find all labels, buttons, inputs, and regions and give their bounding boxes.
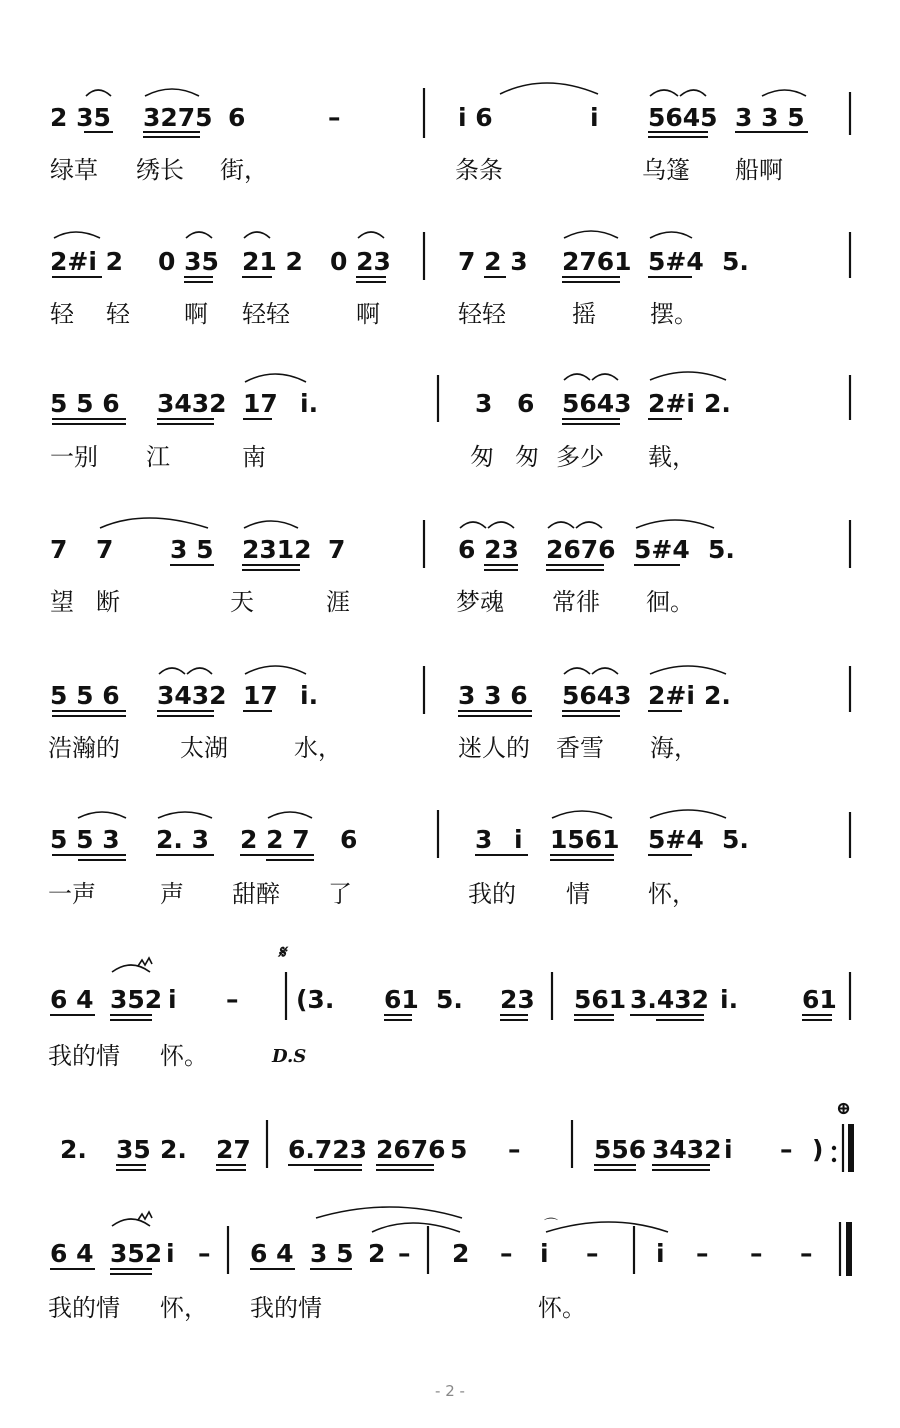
note-group: 2#i xyxy=(648,389,695,418)
lyric: 轻 xyxy=(50,300,74,328)
note-group: – xyxy=(780,1135,793,1164)
note-group: – xyxy=(500,1239,513,1268)
note-group: – xyxy=(696,1239,709,1268)
system-1 xyxy=(50,83,850,184)
lyric: 啊 xyxy=(184,300,208,328)
lyric: 江 xyxy=(146,443,170,471)
lyric: 轻 xyxy=(106,300,130,328)
lyric: 轻轻 xyxy=(242,300,290,328)
note-group: 35 xyxy=(116,1135,151,1164)
system-4 xyxy=(50,518,850,616)
lyric: 摇 xyxy=(572,300,596,328)
note-group: 3432 xyxy=(652,1135,722,1164)
note-group: 3.432 xyxy=(630,985,710,1014)
note-group: 5645 xyxy=(648,103,718,132)
note-group: 5. xyxy=(436,985,463,1014)
lyric: 啊 xyxy=(356,300,380,328)
lyric: 船啊 xyxy=(735,156,783,184)
note-group: i xyxy=(656,1239,665,1268)
note-group: 3432 xyxy=(157,681,227,710)
lyric: 我的情 xyxy=(48,1042,120,1070)
note-group: 7 xyxy=(328,535,346,564)
lyric: 摆。 xyxy=(650,300,698,328)
lyric: 我的情 xyxy=(48,1294,120,1322)
da-segno-mark: D.S xyxy=(272,1046,307,1067)
note-group: i. xyxy=(300,681,319,710)
note-group: 3432 xyxy=(157,389,227,418)
note-group: 5643 xyxy=(562,681,632,710)
note-group: 0 23 xyxy=(330,247,391,276)
note-group: 2312 xyxy=(242,535,312,564)
note-group: 1561 xyxy=(550,825,620,854)
lyric: 乌篷 xyxy=(642,156,690,184)
note-group: 17 xyxy=(243,681,278,710)
lyric: 我的 xyxy=(468,880,516,908)
system-2 xyxy=(50,231,850,328)
system-7 xyxy=(48,942,850,1070)
note-group: 6 xyxy=(340,825,358,854)
note-group: 5. xyxy=(722,825,749,854)
segno-sign: 𝄋 xyxy=(278,942,286,963)
note-group: 2 35 xyxy=(50,103,111,132)
note-group: 61 xyxy=(384,985,419,1014)
lyric: 水， xyxy=(294,734,342,762)
lyric: 浩瀚的 xyxy=(48,734,120,762)
lyric: 情 xyxy=(566,880,590,908)
note-group: 556 xyxy=(594,1135,647,1164)
lyric: 香雪 xyxy=(556,734,604,762)
system-5 xyxy=(48,666,850,762)
note-group: – xyxy=(750,1239,763,1268)
note-group: 5#4 xyxy=(634,535,690,564)
note-group: 2#i xyxy=(648,681,695,710)
lyric: 怀。 xyxy=(160,1042,208,1070)
note-group: ) xyxy=(812,1135,824,1164)
lyric: 绣长 xyxy=(136,156,184,184)
note-group: (3. xyxy=(296,985,335,1014)
lyric: 多少 xyxy=(556,443,604,471)
note-group: – xyxy=(198,1239,211,1268)
note-group: 2. 3 xyxy=(156,825,209,854)
lyric: 太湖 xyxy=(180,734,228,762)
svg-text:⌒: ⌒ xyxy=(544,1218,558,1234)
lyric: 断 xyxy=(96,588,120,616)
system-9 xyxy=(48,1207,849,1322)
note-group: 3 xyxy=(475,825,493,854)
note-group: 5#4 xyxy=(648,825,704,854)
note-group: 5 5 6 xyxy=(50,681,120,710)
lyric: 徊。 xyxy=(646,588,694,616)
note-group: 2761 xyxy=(562,247,632,276)
note-group: i. xyxy=(300,389,319,418)
lyric: 条条 xyxy=(455,156,503,184)
note-group: 5. xyxy=(708,535,735,564)
note-group: i xyxy=(540,1239,549,1268)
lyric: 怀， xyxy=(648,880,696,908)
note-group: 3 3 5 xyxy=(735,103,805,132)
note-group: 5. xyxy=(722,247,749,276)
note-group: 2676 xyxy=(376,1135,446,1164)
system-8 xyxy=(60,1098,851,1172)
note-group: 5 xyxy=(450,1135,468,1164)
lyric: 绿草 xyxy=(50,156,98,184)
coda-sign: ⊕ xyxy=(836,1098,852,1119)
note-group: 21 2 xyxy=(242,247,303,276)
note-group: 2#i 2 xyxy=(50,247,124,276)
lyric: 载， xyxy=(648,443,696,471)
note-group: i. xyxy=(720,985,739,1014)
lyric: 天 xyxy=(230,588,254,616)
note-group: 5 5 6 xyxy=(50,389,120,418)
note-group: 2 xyxy=(368,1239,386,1268)
note-group: 0 35 xyxy=(158,247,219,276)
note-group: 17 xyxy=(243,389,278,418)
lyric: 怀， xyxy=(160,1294,208,1322)
note-group: 6 xyxy=(228,103,246,132)
note-group: i 6 xyxy=(458,103,493,132)
note-group: 3 5 xyxy=(170,535,214,564)
note-group: i xyxy=(724,1135,733,1164)
note-group: i xyxy=(168,985,177,1014)
lyric: 甜醉 xyxy=(232,880,280,908)
note-group: i xyxy=(590,103,599,132)
lyric: 海， xyxy=(650,734,698,762)
note-group: 2 2 7 xyxy=(240,825,310,854)
note-group: 2. xyxy=(704,681,731,710)
note-group: 3275 xyxy=(143,103,213,132)
note-group: 7 xyxy=(96,535,114,564)
note-group: 61 xyxy=(802,985,837,1014)
note-group: 6 4 xyxy=(250,1239,294,1268)
note-group: – xyxy=(226,985,239,1014)
lyric: 望 xyxy=(50,588,74,616)
note-group: 3 3 6 xyxy=(458,681,528,710)
lyric: 常徘 xyxy=(552,588,600,616)
note-group: 3 5 xyxy=(310,1239,354,1268)
note-group: – xyxy=(800,1239,813,1268)
note-group: 3 xyxy=(475,389,493,418)
note-group: 2. xyxy=(60,1135,87,1164)
note-group: 23 xyxy=(500,985,535,1014)
note-group: 27 xyxy=(216,1135,251,1164)
lyric: 涯 xyxy=(326,588,350,616)
note-group: 6 4 xyxy=(50,1239,94,1268)
system-3 xyxy=(50,372,850,471)
note-group: 352 xyxy=(110,1239,163,1268)
note-group: 7 xyxy=(50,535,68,564)
note-group: 5643 xyxy=(562,389,632,418)
lyric: 我的情 xyxy=(250,1294,322,1322)
note-group: 7 2 3 xyxy=(458,247,528,276)
lyric: 怀。 xyxy=(538,1294,586,1322)
note-group: 2. xyxy=(160,1135,187,1164)
note-group: i xyxy=(166,1239,175,1268)
lyric: 迷人的 xyxy=(458,734,530,762)
note-group: – xyxy=(586,1239,599,1268)
note-group: 6 4 xyxy=(50,985,94,1014)
page-number: - 2 - xyxy=(435,1382,465,1400)
note-group: 352 xyxy=(110,985,163,1014)
lyric: 一声 xyxy=(48,880,96,908)
note-group: – xyxy=(398,1239,411,1268)
lyric: 了 xyxy=(328,880,352,908)
note-group: 6.723 xyxy=(288,1135,368,1164)
lyric: 匆 xyxy=(515,443,539,471)
note-group: 2676 xyxy=(546,535,616,564)
note-group: – xyxy=(328,103,341,132)
lyric: 轻轻 xyxy=(458,300,506,328)
lyric: 南 xyxy=(242,443,266,471)
note-group: 2 xyxy=(452,1239,470,1268)
note-group: 6 xyxy=(517,389,535,418)
lyric: 一别 xyxy=(50,443,98,471)
lyric: 梦魂 xyxy=(456,588,504,616)
note-group: 5 5 3 xyxy=(50,825,120,854)
lyric: 街， xyxy=(220,156,268,184)
note-group: – xyxy=(508,1135,521,1164)
note-group: 2. xyxy=(704,389,731,418)
system-6 xyxy=(48,810,850,908)
lyric: 声 xyxy=(160,880,184,908)
lyric: 匆 xyxy=(470,443,494,471)
note-group: i xyxy=(514,825,523,854)
note-group: 6 23 xyxy=(458,535,519,564)
note-group: 561 xyxy=(574,985,627,1014)
note-group: 5#4 xyxy=(648,247,704,276)
